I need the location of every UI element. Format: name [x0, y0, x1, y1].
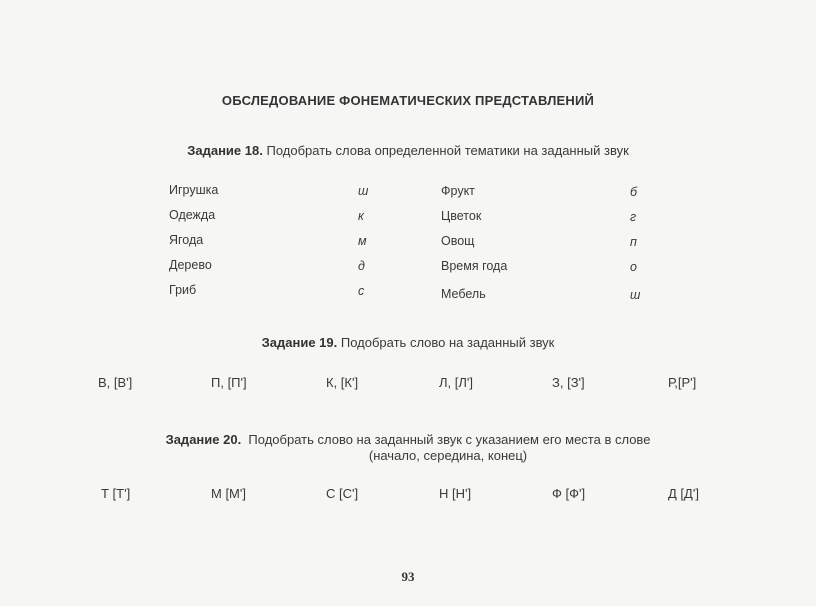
- task18-right-sound-3: п: [630, 235, 637, 249]
- task20-item-5: Ф [Ф']: [552, 486, 586, 501]
- task20-item-4: Н [Н']: [439, 486, 472, 501]
- task19-label: Задание 19.: [261, 335, 338, 350]
- task19-item-5: З, [З']: [552, 375, 585, 390]
- task18-left-sound-2: к: [358, 209, 364, 223]
- task20-label: Задание 20.: [165, 432, 242, 447]
- task18-right-word-5: Мебель: [441, 287, 486, 301]
- task19-item-1: В, [В']: [98, 375, 133, 390]
- task20-header: [0, 432, 816, 447]
- task18-right-word-1: Фрукт: [441, 184, 475, 198]
- task18-left-word-2: Одежда: [169, 208, 216, 222]
- task20-subtext: (начало, середина, конец): [368, 448, 528, 463]
- task18-header: [0, 143, 816, 158]
- task19-item-2: П, [П']: [211, 375, 247, 390]
- task18-right-sound-5: ш: [630, 288, 641, 302]
- task18-left-sound-4: д: [358, 259, 365, 273]
- task19-text: Подобрать слово на заданный звук: [340, 335, 555, 350]
- task19-item-6: Р,[Р']: [668, 375, 697, 390]
- task18-left-word-1: Игрушка: [169, 183, 219, 197]
- task18-left-word-4: Дерево: [169, 258, 212, 272]
- task18-right-word-3: Овощ: [441, 234, 475, 248]
- page-title: ОБСЛЕДОВАНИЕ ФОНЕМАТИЧЕСКИХ ПРЕДСТАВЛЕНИЙ: [221, 93, 595, 108]
- task19-item-3: К, [К']: [326, 375, 359, 390]
- task18-right-word-2: Цветок: [441, 209, 482, 223]
- task20-text: Подобрать слово на заданный звук с указанием его места в слове: [248, 432, 651, 447]
- page-number: 93: [401, 569, 415, 584]
- task20-item-1: Т [Т']: [101, 486, 131, 501]
- task19-header: [0, 335, 816, 350]
- task20-item-6: Д [Д']: [668, 486, 699, 501]
- task20-item-3: С [С']: [326, 486, 359, 501]
- task18-right-sound-4: о: [630, 260, 637, 274]
- task19-item-4: Л, [Л']: [439, 375, 473, 390]
- task20-item-2: М [М']: [211, 486, 246, 501]
- task18-left-sound-5: с: [358, 284, 365, 298]
- task18-left-sound-1: ш: [358, 184, 369, 198]
- task18-left-sound-3: м: [358, 234, 367, 248]
- task18-right-word-4: Время года: [441, 259, 508, 273]
- task18-right-sound-2: г: [630, 210, 637, 224]
- task18-left-word-5: Гриб: [169, 283, 197, 297]
- task18-label: Задание 18.: [187, 143, 263, 158]
- task18-right-sound-1: б: [630, 185, 638, 199]
- task18-text: Подобрать слова определенной тематики на заданный звук: [266, 143, 629, 158]
- task18-left-word-3: Ягода: [169, 233, 204, 247]
